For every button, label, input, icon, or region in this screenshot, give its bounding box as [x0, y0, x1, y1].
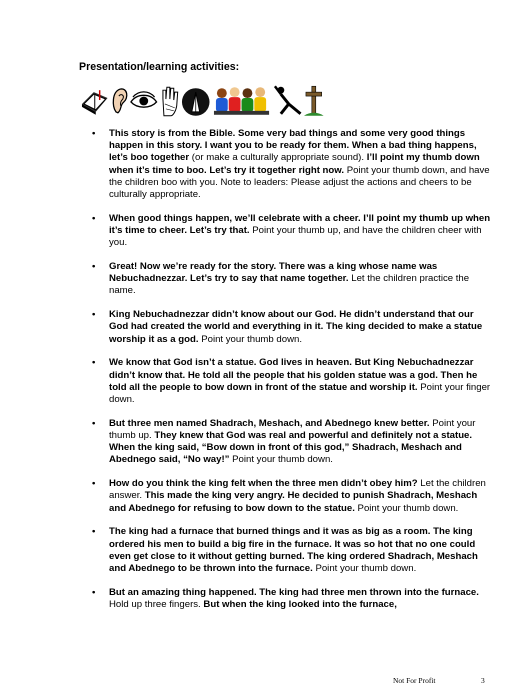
list-item: • King Nebuchadnezzar didn’t know about our God. He didn’t understand that our God had created the world and everything in it. The king decided to make a statue worship it as a god. Point your thumb down. — [92, 309, 492, 346]
list-item: • This story is from the Bible. Some very bad things and some very good things happen in this story. I want you to be ready for them. When a bad thing happens, let’s boo together (or make a culturally appropriate sound). I’ll point my thumb down when it’s time to boo. Let’s try it together right now. Point your thumb down, and have the children boo with you. Note to leaders: Please adjust the actions and cheers to be culturally appropriate. — [92, 128, 492, 201]
footer-label: Not For Profit — [393, 676, 436, 685]
list-item: • But an amazing thing happened. The king had three men thrown into the furnace. Hold up three fingers. But when the king looked into the furnace, — [92, 587, 492, 611]
group-of-children-icon — [212, 84, 271, 118]
stretching-person-icon — [271, 84, 302, 118]
cross-icon — [302, 84, 326, 118]
list-item: • But three men named Shadrach, Meshach, and Abednego knew better. Point your thumb up. They knew that God was real and powerful and definitely not a statue. When the king said, “Bow down in front of this god,” Shadrach, Meshach and Abednego said, “No way!” Point your thumb down. — [92, 418, 492, 467]
list-item: • How do you think the king felt when the three men didn’t obey him? Let the children answer. This made the king very angry. He decided to punish Shadrach, Meshach and Abednego for refusing to bow down to the statue. Point your thumb down. — [92, 478, 492, 515]
section-heading: Presentation/learning activities: — [79, 61, 240, 73]
hand-icon — [159, 84, 181, 118]
activity-icons-strip — [80, 81, 326, 121]
bible-icon — [80, 84, 110, 118]
ear-icon — [110, 84, 130, 118]
praying-hands-icon — [180, 84, 211, 118]
story-bullet-list — [92, 128, 492, 623]
list-item: • When good things happen, we’ll celebrate with a cheer. I’ll point my thumb up when it’s time to cheer. Let’s try that. Point your thumb up, and have the children cheer with you. — [92, 213, 492, 250]
list-item: • We know that God isn’t a statue. God lives in heaven. But King Nebuchadnezzar didn’t know that. He told all the people that his golden statue was a god. Then he told all the people to bow down in front of the statue and worship it. Point your finger down. — [92, 357, 492, 406]
page-number: 3 — [481, 676, 485, 685]
list-item: • The king had a furnace that burned things and it was as big as a room. The king ordered his men to build a big fire in the furnace. It was so hot that no one could even get close to it without getting burned. The king ordered Shadrach, Meshach and Abednego to be thrown into the furnace. Point your thumb down. — [92, 526, 492, 575]
list-item: • Great! Now we’re ready for the story. There was a king whose name was Nebuchadnezzar. Let’s try to say that name together. Let the children practice the name. — [92, 261, 492, 298]
eye-icon — [129, 84, 159, 118]
